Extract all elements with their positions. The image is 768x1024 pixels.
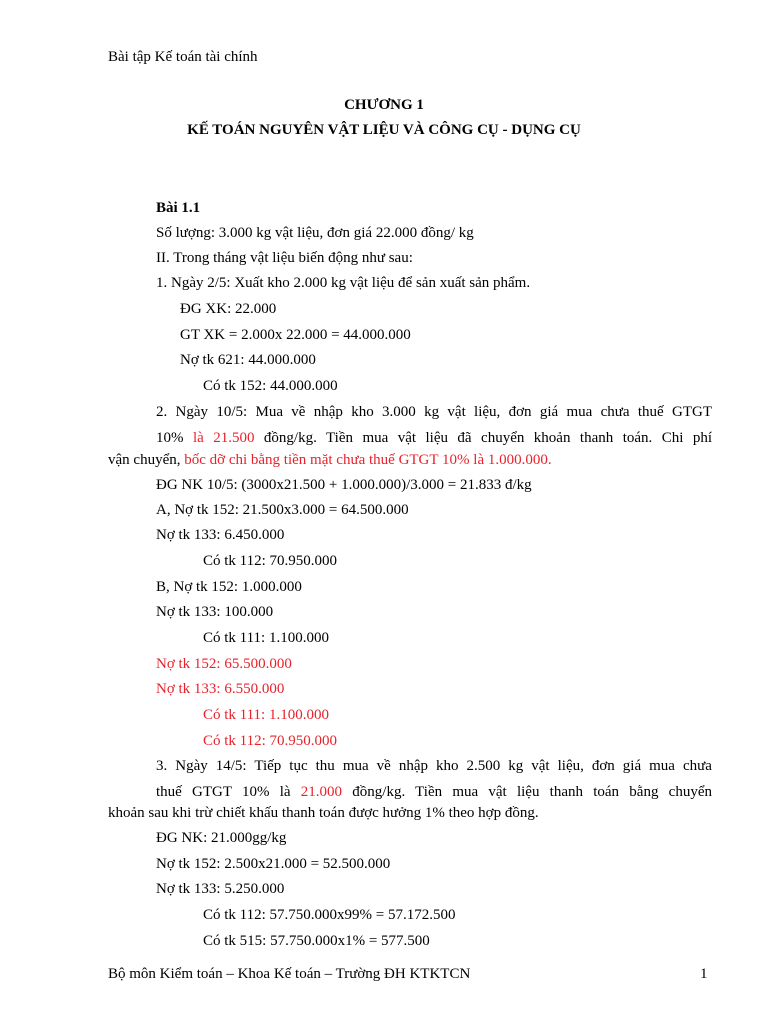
entry-1-unit-price: ĐG XK: 22.000	[180, 301, 277, 317]
quantity-line: Số lượng: 3.000 kg vật liệu, đơn giá 22.000 đồng/ kg	[156, 225, 474, 241]
entry-3-payment-text: đồng/kg. Tiền mua vật liệu thanh toán bằng chuyển	[342, 784, 712, 800]
entry-2-transport-text: vận chuyển,	[108, 452, 185, 468]
entry-2-b-credit-111: Có tk 111: 1.100.000	[203, 630, 329, 646]
entry-3-tax-text: thuế GTGT 10% là	[156, 784, 301, 800]
entry-3-debit-133: Nợ tk 133: 5.250.000	[156, 881, 285, 897]
entry-2-a-debit-133: Nợ tk 133: 6.450.000	[156, 527, 285, 543]
entry-1-value: GT XK = 2.000x 22.000 = 44.000.000	[180, 327, 411, 343]
entry-3-line-3: khoản sau khi trừ chiết khấu thanh toán được hưởng 1% theo hợp đồng.	[108, 805, 539, 821]
entry-3-price-highlight: 21.000	[300, 784, 343, 800]
entry-3-line-2	[156, 782, 712, 802]
entry-2-b-debit-152: B, Nợ tk 152: 1.000.000	[156, 579, 302, 595]
chapter-title: KẾ TOÁN NGUYÊN VẬT LIỆU VÀ CÔNG CỤ - DỤNG CỤ	[187, 122, 581, 138]
intro-line: II. Trong tháng vật liệu biến động như sau:	[156, 250, 413, 266]
entry-2-combined-credit-111: Có tk 111: 1.100.000	[203, 707, 329, 723]
entry-1-description: 1. Ngày 2/5: Xuất kho 2.000 kg vật liệu để sản xuất sản phẩm.	[156, 275, 531, 291]
entry-2-price-highlight: là 21.500	[192, 430, 255, 446]
entry-3-unit-price: ĐG NK: 21.000gg/kg	[156, 830, 287, 846]
page-footer: Bộ môn Kiểm toán – Khoa Kế toán – Trường ĐH KTKTCN	[108, 966, 471, 982]
entry-3-debit-152: Nợ tk 152: 2.500x21.000 = 52.500.000	[156, 856, 391, 872]
entry-2-a-debit-152: A, Nợ tk 152: 21.500x3.000 = 64.500.000	[156, 502, 409, 518]
entry-3-line-1: 3. Ngày 14/5: Tiếp tục thu mua về nhập kho 2.500 kg vật liệu, đơn giá mua chưa	[156, 758, 712, 774]
running-header: Bài tập Kế toán tài chính	[108, 49, 258, 65]
entry-2-combined-credit-112: Có tk 112: 70.950.000	[203, 733, 338, 749]
entry-2-payment-text: đồng/kg. Tiền mua vật liệu đã chuyển khoản thanh toán. Chi phí	[254, 430, 713, 446]
entry-2-line-1: 2. Ngày 10/5: Mua về nhập kho 3.000 kg vật liệu, đơn giá mua chưa thuế GTGT	[156, 404, 713, 420]
entry-2-unit-price: ĐG NK 10/5: (3000x21.500 + 1.000.000)/3.000 = 21.833 đ/kg	[156, 477, 532, 493]
entry-3-credit-112: Có tk 112: 57.750.000x99% = 57.172.500	[203, 907, 456, 923]
entry-2-cost-highlight: bốc dỡ chi bằng tiền mặt chưa thuế GTGT 10% là 1.000.000.	[184, 452, 552, 468]
entry-2-line-2	[156, 428, 712, 448]
exercise-heading: Bài 1.1	[156, 200, 201, 216]
entry-1-credit: Có tk 152: 44.000.000	[203, 378, 338, 394]
page-number: 1	[700, 966, 708, 982]
entry-3-credit-515: Có tk 515: 57.750.000x1% = 577.500	[203, 933, 430, 949]
entry-1-debit: Nợ tk 621: 44.000.000	[180, 352, 316, 368]
entry-2-rate: 10%	[156, 430, 193, 446]
entry-2-combined-debit-133: Nợ tk 133: 6.550.000	[156, 681, 285, 697]
entry-2-b-debit-133: Nợ tk 133: 100.000	[156, 604, 274, 620]
entry-2-combined-debit-152: Nợ tk 152: 65.500.000	[156, 656, 292, 672]
entry-2-line-3	[108, 450, 552, 470]
chapter-number: CHƯƠNG 1	[344, 97, 424, 113]
entry-2-a-credit-112: Có tk 112: 70.950.000	[203, 553, 338, 569]
